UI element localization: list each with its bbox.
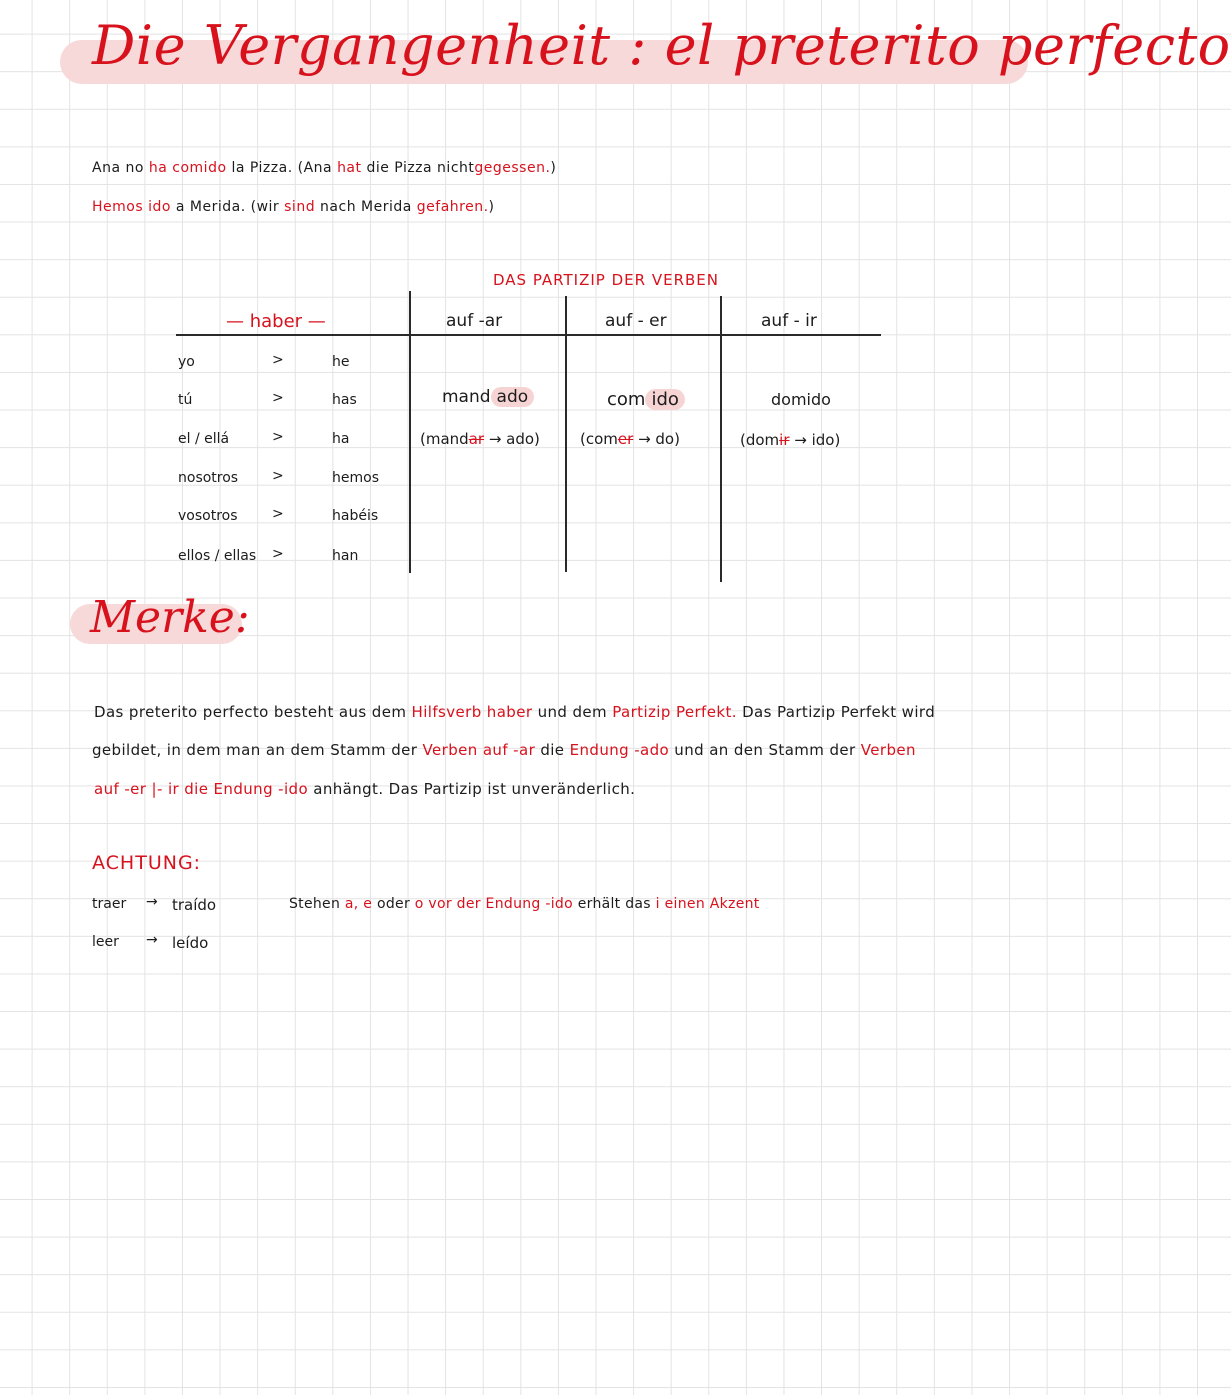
example-sentence-1 [92,160,556,176]
ex2-part: sind [284,199,316,215]
merke-text: Das Partizip Perfekt wird [742,703,936,721]
rule-strike: er [617,430,634,448]
table-divider [409,291,411,573]
rule-er [580,430,680,448]
note-text: erhält das [577,896,651,912]
merke-text: und dem [537,703,608,721]
note-text: einen [664,896,705,912]
ex2-part: gefahren. [416,199,489,215]
col-header-ir: auf - ir [761,311,817,331]
rule-end: → do) [633,430,680,448]
ex2-part: Hemos ido [92,199,171,215]
ex2-part: a Merida. (wir [175,199,280,215]
ex1-part: hat [337,160,362,176]
rule-ar [420,430,540,448]
rule-open: (dom [740,431,780,449]
pronoun: tú [178,392,193,408]
arrow-icon: → [146,932,158,948]
participle-er [607,389,685,410]
merke-line-1 [94,703,935,721]
achtung-verb: leer [92,934,119,950]
achtung-verb: traer [92,896,127,912]
haber-form: he [332,354,350,370]
ex2-part: ) [488,199,495,215]
merke-text: die [540,741,565,759]
ex1-part: la Pizza. (Ana [231,160,333,176]
participle-ending: ado [491,387,535,407]
merke-text: -ido [278,780,309,798]
merke-text: Endung -ado [569,741,670,759]
participle-stem: mand [442,387,491,407]
participle-ir [771,390,831,409]
note-text: Akzent [709,896,760,912]
merke-text: anhängt. Das Partizip ist unveränderlich. [313,780,636,798]
haber-header: — haber — [226,311,326,332]
arrow: > [272,468,284,484]
ex1-part: Ana no [92,160,144,176]
merke-text: Das preterito perfecto besteht aus dem [94,703,407,721]
arrow: > [272,352,284,368]
merke-line-3 [94,780,635,798]
table-divider [565,296,567,572]
haber-form: habéis [332,508,379,524]
rule-open: (mand [420,430,469,448]
arrow: > [272,390,284,406]
col-header-ar: auf -ar [446,311,503,331]
ex1-part: ) [550,160,557,176]
example-sentence-2 [92,199,495,215]
pronoun: vosotros [178,508,238,524]
haber-form: hemos [332,470,379,486]
participle-ar [442,387,534,407]
merke-line-2 [92,741,916,759]
merke-text: Verben [860,741,916,759]
merke-text: Partizip Perfekt. [612,703,737,721]
ex1-part: gegessen. [474,160,551,176]
merke-text: auf -er |- ir die Endung [94,780,273,798]
rule-strike: ir [779,431,790,449]
ex1-part: ha comido [148,160,227,176]
arrow: > [272,546,284,562]
rule-open: (com [580,430,618,448]
note-text: oder [376,896,411,912]
merke-text: und an den Stamm der [674,741,856,759]
ex2-part: nach Merida [320,199,412,215]
rule-end: → ido) [789,431,841,449]
achtung-participle: leído [172,934,209,952]
note-text: Stehen [289,896,341,912]
note-text: i [655,896,660,912]
page-title: Die Vergangenheit : el preterito perfecto [92,14,1231,77]
achtung-note [289,896,760,912]
merke-heading: Merke: [90,592,250,643]
achtung-participle: traído [172,896,217,914]
ex1-part: die Pizza nicht [366,160,475,176]
pronoun: ellos / ellas [178,548,257,564]
rule-strike: ar [468,430,485,448]
participle-header: DAS PARTIZIP DER VERBEN [493,271,719,289]
participle-ending: ido [645,389,684,410]
achtung-heading: ACHTUNG: [92,852,202,874]
col-header-er: auf - er [605,311,667,331]
table-header-line [176,334,881,336]
pronoun: nosotros [178,470,239,486]
note-text: a, e [344,896,373,912]
merke-text: Verben auf -ar [422,741,536,759]
pronoun: yo [178,354,195,370]
merke-text: gebildet, in dem man an dem Stamm der [92,741,418,759]
rule-end: → ado) [484,430,540,448]
arrow: > [272,506,284,522]
arrow: > [272,429,284,445]
participle-stem: dom [771,390,807,409]
pronoun: el / ellá [178,431,230,447]
haber-form: ha [332,431,350,447]
note-text: o vor der Endung -ido [414,896,573,912]
table-divider [720,296,722,582]
merke-text: Hilfsverb haber [411,703,533,721]
participle-ending: ido [806,390,831,409]
participle-stem: com [607,389,646,410]
rule-ir [740,431,840,449]
haber-form: han [332,548,359,564]
haber-form: has [332,392,357,408]
arrow-icon: → [146,894,158,910]
